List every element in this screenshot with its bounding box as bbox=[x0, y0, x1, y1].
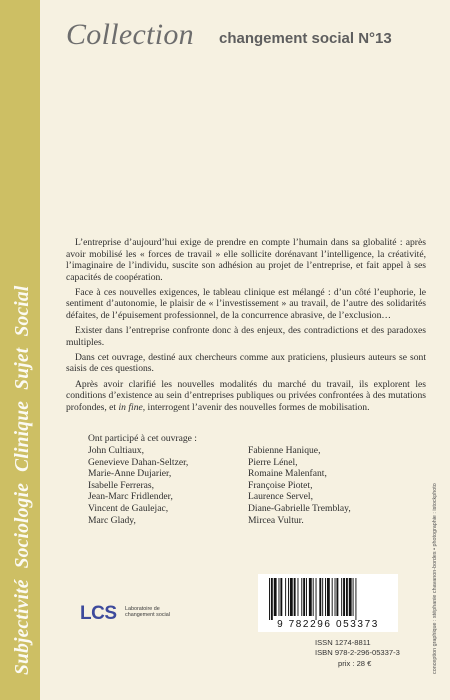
spine-word: Clinique bbox=[12, 400, 33, 472]
contributor-name: Pierre Lénel, bbox=[248, 456, 298, 468]
isbn: ISBN 978-2-296-05337-3 bbox=[315, 648, 400, 657]
contributor-name: Romaine Malenfant, bbox=[248, 468, 327, 480]
contributor-name: Jean-Marc Fridlender, bbox=[88, 491, 173, 503]
contributor-name: Marc Glady, bbox=[88, 514, 136, 526]
series-title: changement social N°13 bbox=[219, 30, 392, 47]
blurb-paragraph-last bbox=[66, 379, 426, 414]
blurb-italic: in fine bbox=[118, 401, 143, 413]
barcode bbox=[258, 574, 398, 632]
contributors-left-column bbox=[88, 445, 188, 526]
logo-mark: LCS bbox=[80, 603, 117, 624]
contributor-name: Laurence Servel, bbox=[248, 491, 313, 503]
logo-text: Laboratoire de changement social bbox=[125, 606, 170, 618]
blurb-text: , interrogent l’avenir des nouvelles formes de mobilisation. bbox=[142, 401, 370, 413]
collection-title: Collection bbox=[66, 18, 194, 51]
header bbox=[0, 0, 450, 60]
spine-band bbox=[0, 0, 40, 700]
spine-keywords bbox=[12, 235, 34, 675]
blurb-text: Après avoir clarifié les nouvelles modalités du marché du travail, ils explorent les conditions d’existence au sein d’entreprises publiques ou privées confrontées à des mutations profondes, et bbox=[66, 378, 426, 413]
spine-word: Subjectivité bbox=[12, 579, 33, 675]
barcode-bars-icon bbox=[267, 578, 389, 620]
contributor-name: Genevieve Dahan-Seltzer, bbox=[88, 456, 189, 468]
contributors-heading: Ont participé à cet ouvrage : bbox=[88, 433, 197, 444]
contributor-name: Mircea Vultur. bbox=[248, 514, 304, 526]
price: prix : 28 € bbox=[338, 659, 372, 668]
barcode-number: 9 782296 053373 bbox=[277, 619, 379, 630]
blurb-paragraph: Exister dans l’entreprise confronte donc à des enjeux, des contradictions et des paradoxes multiples. bbox=[66, 325, 426, 348]
spine-word: Sociologie bbox=[12, 482, 33, 569]
spine-word: Social bbox=[12, 285, 33, 337]
contributor-name: John Cultiaux, bbox=[88, 445, 144, 456]
contributor-name: Fabienne Hanique, bbox=[248, 445, 321, 456]
blurb-paragraph: L’entreprise d’aujourd’hui exige de prendre en compte l’humain dans sa globalité : après avoir mobilisé les « forces de travail » elle sollicite dorénavant l’intelligence, la créativité, l’imaginaire de l’individu, suscite son adhésion au projet de l’entreprise, et fait appel à ses capacités de coopération. bbox=[66, 237, 426, 283]
issn: ISSN 1274-8811 bbox=[315, 638, 371, 647]
design-credit: conception graphique : stéphanie chavanon-bordes • photographie : istockphoto bbox=[432, 483, 438, 674]
spine-word: Sujet bbox=[12, 347, 33, 390]
contributor-name: Marie-Anne Dujarier, bbox=[88, 468, 172, 480]
contributor-name: Isabelle Ferreras, bbox=[88, 479, 155, 491]
contributor-name: Françoise Piotet, bbox=[248, 479, 313, 491]
contributor-name: Vincent de Gaulejac, bbox=[88, 502, 169, 514]
back-cover-blurb bbox=[66, 237, 426, 417]
publisher-logo bbox=[80, 603, 200, 625]
blurb-paragraph: Dans cet ouvrage, destiné aux chercheurs comme aux praticiens, plusieurs auteurs se sont saisis de ces questions. bbox=[66, 351, 426, 375]
contributor-name: Diane-Gabrielle Tremblay, bbox=[248, 502, 351, 514]
blurb-paragraph: Face à ces nouvelles exigences, le tableau clinique est mélangé : d’un côté l’euphorie, le sentiment d’autonomie, le plaisir de « l’investissement » au travail, de l’autre des solidarités défaites, de l’épuisement professionnel, de la concurrence abrasive, de l’exclusion… bbox=[66, 286, 426, 322]
contributors-right-column bbox=[248, 445, 351, 526]
